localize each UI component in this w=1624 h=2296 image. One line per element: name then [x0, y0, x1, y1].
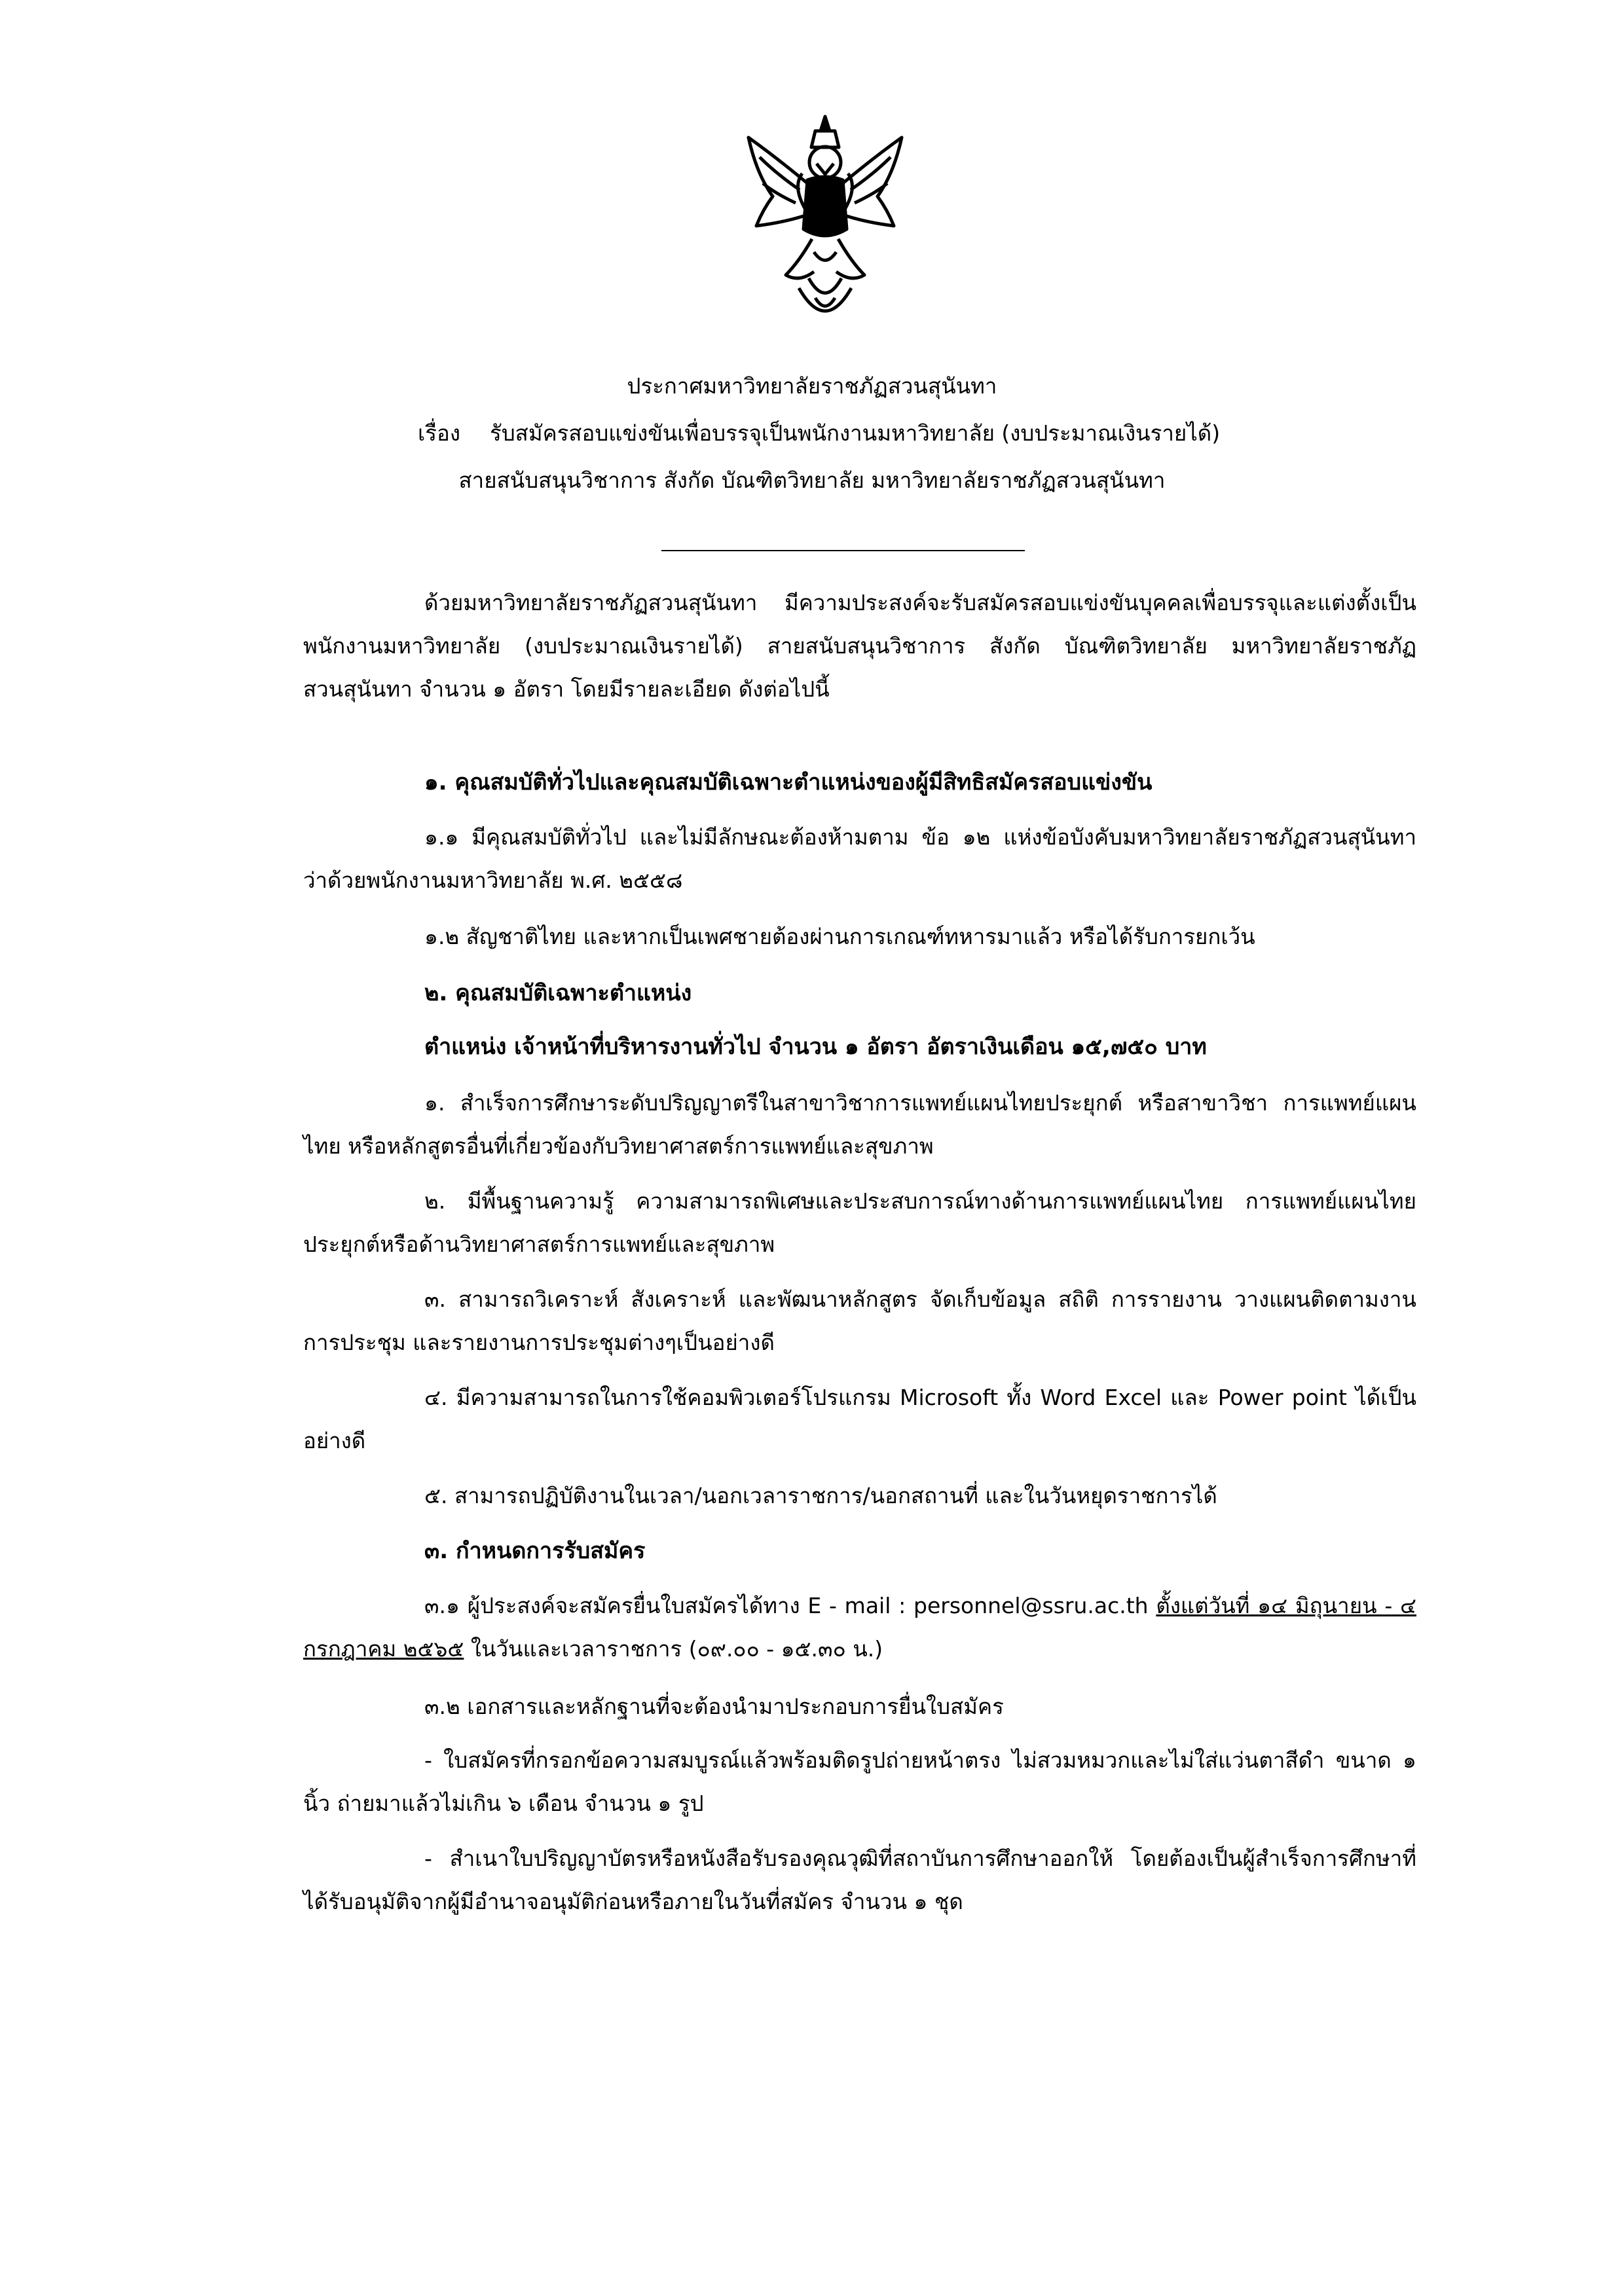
announcement-title: ประกาศมหาวิทยาลัยราชภัฏสวนสุนันทา: [627, 373, 997, 399]
section3-item1: [303, 1584, 1416, 1671]
position-title: ตำแหน่ง เจ้าหน้าที่บริหารงานทั่วไป จำนวน ๑ อัตรา อัตราเงินเดือน ๑๕,๗๕๐ บาท: [424, 1034, 1207, 1060]
office-hours: ในวันและเวลาราชการ (๐๙.๐๐ - ๑๕.๓๐ น.): [470, 1636, 883, 1662]
section1-item2: ๑.๒ สัญชาติไทย และหากเป็นเพศชายต้องผ่านการเกณฑ์ทหารมาแล้ว หรือได้รับการยกเว้น: [424, 924, 1255, 949]
section2-heading: ๒. คุณสมบัติเฉพาะตำแหน่ง: [424, 980, 692, 1006]
qualification-1: ๑. สำเร็จการศึกษาระดับปริญญาตรีในสาขาวิชาการแพทย์แผนไทยประยุกต์ หรือสาขาวิชา การแพทย์แผนไทย หรือหลักสูตรอื่นที่เกี่ยวข้องกับวิทยาศาสตร์การแพทย์และสุขภาพ: [303, 1090, 1416, 1159]
subject-label: เรื่อง: [418, 420, 460, 446]
section1-heading: ๑. คุณสมบัติทั่วไปและคุณสมบัติเฉพาะตำแหน่งของผู้มีสิทธิสมัครสอบแข่งขัน: [424, 769, 1153, 795]
application-channel: ๓.๑ ผู้ประสงค์จะสมัครยื่นใบสมัครได้ทาง E - mail : personnel@ssru.ac.th: [424, 1593, 1149, 1618]
subject-text: รับสมัครสอบแข่งขันเพื่อบรรจุเป็นพนักงานมหาวิทยาลัย (งบประมาณเงินรายได้): [490, 420, 1221, 446]
section1-item1: ๑.๑ มีคุณสมบัติทั่วไป และไม่มีลักษณะต้องห้ามตาม ข้อ ๑๒ แห่งข้อบังคับมหาวิทยาลัยราชภัฏสวนสุนันทา ว่าด้วยพนักงานมหาวิทยาลัย พ.ศ. ๒๕๕๘: [303, 824, 1416, 893]
qualification-5: ๕. สามารถปฏิบัติงานในเวลา/นอกเวลาราชการ/นอกสถานที่ และในวันหยุดราชการได้: [424, 1483, 1217, 1508]
qualification-2: ๒. มีพื้นฐานความรู้ ความสามารถพิเศษและประสบการณ์ทางด้านการแพทย์แผนไทย การแพทย์แผนไทยประยุกต์หรือด้านวิทยาศาสตร์การแพทย์และสุขภาพ: [303, 1188, 1416, 1257]
required-document-1: - ใบสมัครที่กรอกข้อความสมบูรณ์แล้วพร้อมติดรูปถ่ายหน้าตรง ไม่สวมหมวกและไม่ใส่แว่นตาสีดำ ขนาด ๑ นิ้ว ถ่ายมาแล้วไม่เกิน ๖ เดือน จำนวน ๑ รูป: [303, 1747, 1416, 1816]
application-period: ตั้งแต่วันที่ ๑๔ มิถุนายน - ๔ กรกฎาคม ๒๕๖๕: [303, 1593, 1416, 1662]
intro-paragraph: ด้วยมหาวิทยาลัยราชภัฏสวนสุนันทา มีความประสงค์จะรับสมัครสอบแข่งขันบุคคลเพื่อบรรจุและแต่งตั้งเป็นพนักงานมหาวิทยาลัย (งบประมาณเงินรายได้) สายสนับสนุนวิชาการ สังกัด บัณฑิตวิทยาลัย มหาวิทยาลัยราชภัฏสวนสุนันทา จำนวน ๑ อัตรา โดยมีรายละเอียด ดังต่อไปนี้: [303, 590, 1416, 702]
section3-item2: ๓.๒ เอกสารและหลักฐานที่จะต้องนำมาประกอบการยื่นใบสมัคร: [424, 1694, 1004, 1719]
section3-heading: ๓. กำหนดการรับสมัคร: [424, 1538, 646, 1564]
qualification-3: ๓. สามารถวิเคราะห์ สังเคราะห์ และพัฒนาหลักสูตร จัดเก็บข้อมูล สถิติ การรายงาน วางแผนติดตามงาน การประชุม และรายงานการประชุมต่างๆเป็นอย่างดี: [303, 1286, 1416, 1355]
garuda-emblem-icon: [737, 111, 913, 334]
qualification-4: ๔. มีความสามารถในการใช้คอมพิวเตอร์โปรแกรม Microsoft ทั้ง Word Excel และ Power point ได้เป็นอย่างดี: [303, 1385, 1416, 1453]
header-divider: [661, 550, 1025, 551]
required-document-2: - สำเนาใบปริญญาบัตรหรือหนังสือรับรองคุณวุฒิที่สถาบันการศึกษาออกให้ โดยต้องเป็นผู้สำเร็จการศึกษาที่ได้รับอนุมัติจากผู้มีอำนาจอนุมัติก่อนหรือภายในวันที่สมัคร จำนวน ๑ ชุด: [303, 1846, 1416, 1914]
department-line: สายสนับสนุนวิชาการ สังกัด บัณฑิตวิทยาลัย มหาวิทยาลัยราชภัฏสวนสุนันทา: [458, 467, 1166, 493]
